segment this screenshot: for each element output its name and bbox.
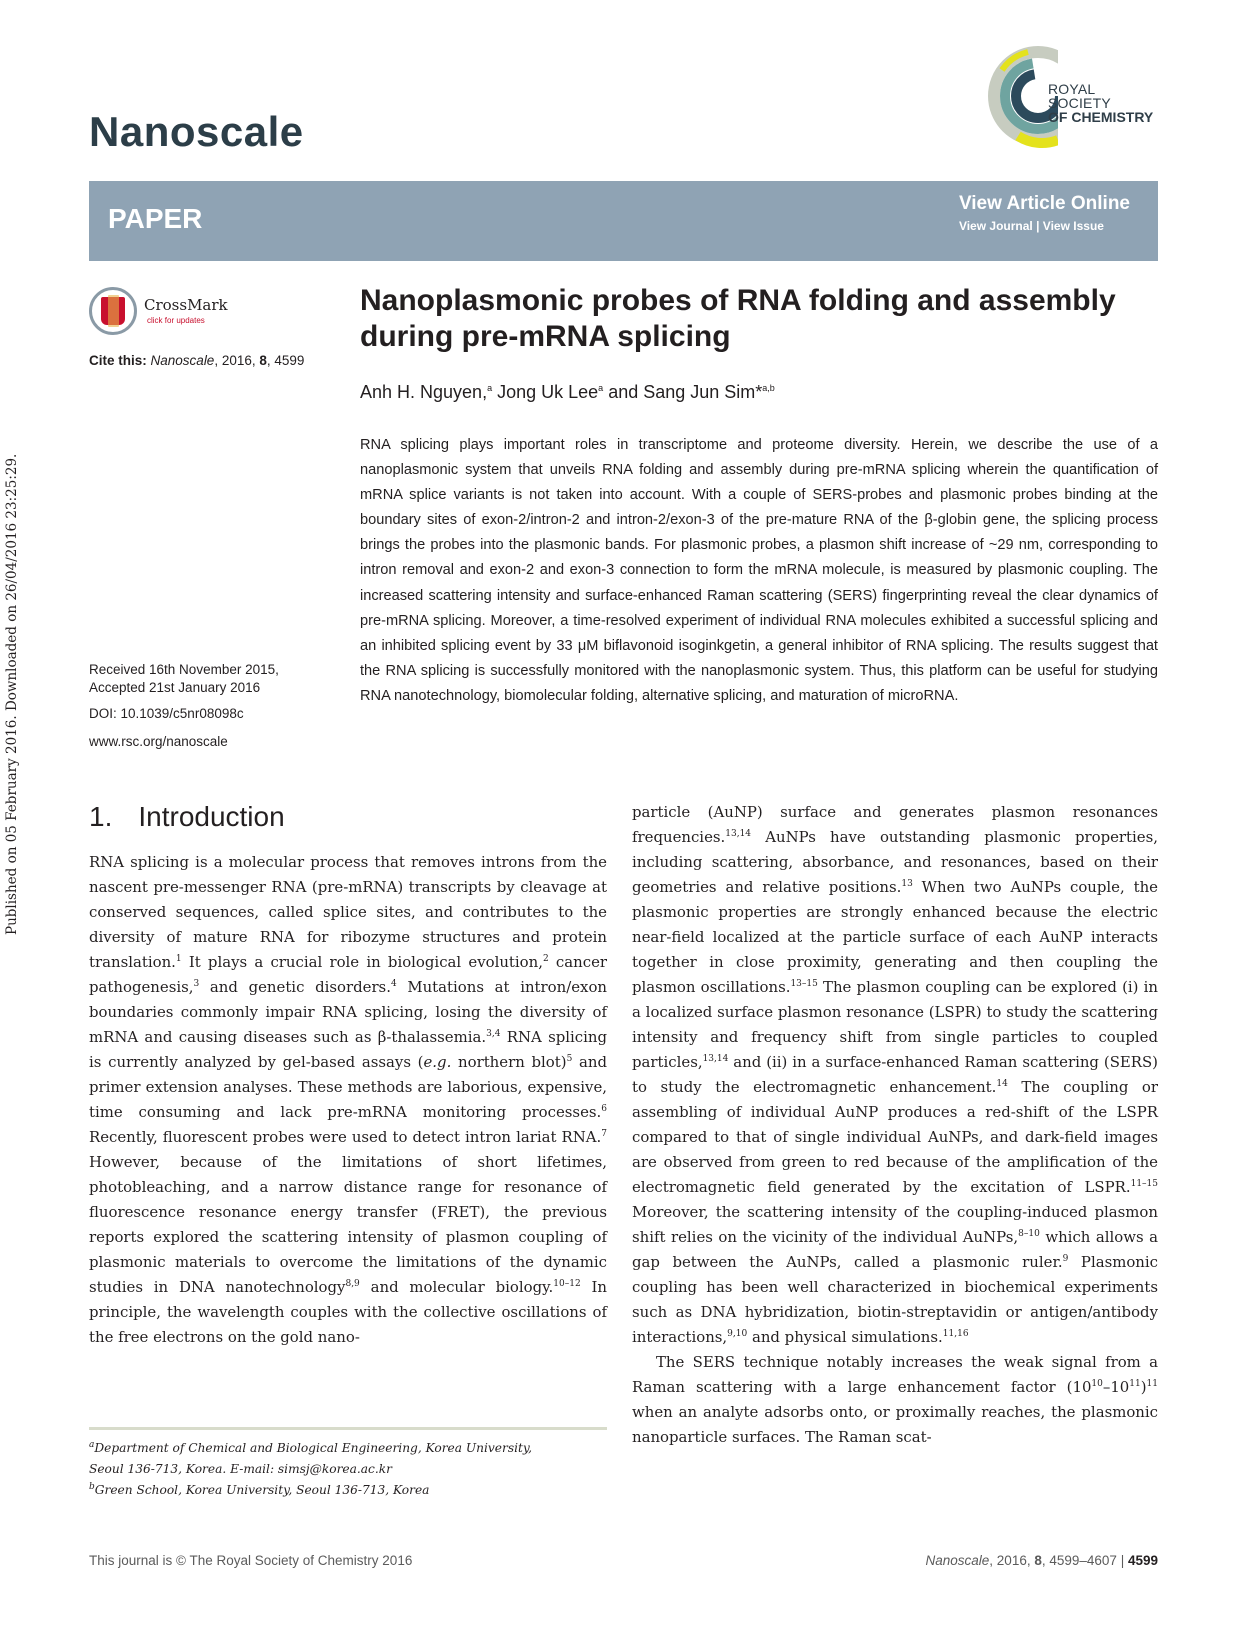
- cite-page: , 4599: [266, 353, 305, 368]
- footer-year: , 2016,: [989, 1553, 1035, 1568]
- cite-volume: 8: [259, 353, 267, 368]
- body-column-left: RNA splicing is a molecular process that removes introns from the nascent pre-messenger RNA (pre-mRNA) transcripts by cleavage at conserved sequences, called splice sites, and contributes to the diversity of mature RNA for ribozyme structures and protein translation.$^1$ It plays a crucial role in biological evolution,$^2$ cancer pathogenesis,$^3$ and genetic disorders.$^4$ Mutations at intron/exon boundaries commonly impair RNA splicing, losing the diversity of mRNA and causing diseases such as β-thalassemia.$^{3,4}$ RNA splicing is currently analyzed by gel-based assays (e.g. northern blot)$^5$ and primer extension analyses. These methods are laborious, expensive, time consuming and lack pre-mRNA monitoring processes.$^6$ Recently, fluorescent probes were used to detect intron lariat RNA.$^7$ However, because of the limitations of short lifetimes, photobleaching, and a narrow distance range for resonance of fluorescence resonance energy transfer (FRET), the previous reports explored the scattering intensity of plasmon coupling of plasmonic materials to overcome the limitations of the dynamic studies in DNA nanotechnology$^{8,9}$ and molecular biology.$^{10-12}$ In principle, the wavelength couples with the collective oscillations of the free electrons on the gold nano-: [89, 853, 608, 1346]
- footnote-text: Green School, Korea University, Seoul 136-713, Korea: [94, 1483, 430, 1497]
- body-paragraph: particle (AuNP) surface and generates plasmon resonances frequencies.$^{13,14}$ AuNPs have outstanding plasmonic properties, including scattering, absorbance, and resonances, based on their geometries and relative positions.$^{13}$ When two AuNPs couple, the plasmonic properties are strongly enhanced because the electric near-field localized at the particle surface of each AuNP interacts together in close proximity, generating and then coupling the plasmon oscillations.$^{13-15}$ The plasmon coupling can be explored (i) in a localized surface plasmon resonance (LSPR) to study the scattering intensity and frequency shift from single particles to coupled particles,$^{13,14}$ and (ii) in a surface-enhanced Raman scattering (SERS) to study the electromagnetic enhancement.$^{14}$ The coupling or assembling of individual AuNP produces a red-shift of the LSPR compared to that of single individual AuNPs, and dark-field images are observed from green to red because of the amplification of the electromagnetic field generated by the excitation of LSPR.$^{11-15}$ Moreover, the scattering intensity of the coupling-induced plasmon shift relies on the vicinity of the individual AuNPs,$^{8-10}$ which allows a gap between the AuNPs, called a plasmonic ruler.$^9$ Plasmonic coupling has been well characterized in biochemical experiments such as DNA hybridization, biotin-streptavidin or antigen/antibody interactions,$^{9,10}$ and physical simulations.$^{11,16}$: [632, 803, 1159, 1346]
- footnote-text: Department of Chemical and Biological Engineering, Korea University,: [94, 1441, 533, 1455]
- crossmark-badge[interactable]: [89, 287, 229, 339]
- citation-ref[interactable]: 1: [175, 954, 182, 965]
- cite-year: , 2016,: [214, 353, 260, 368]
- citation-ref[interactable]: 2: [542, 954, 549, 965]
- footer-journal: Nanoscale: [925, 1553, 990, 1568]
- author-affiliation: a,b: [762, 383, 775, 393]
- footer-volume: 8: [1034, 1553, 1042, 1568]
- article-type-label: PAPER: [108, 203, 203, 234]
- article-type-banner: [89, 181, 1158, 261]
- citation-ref[interactable]: 3: [193, 979, 200, 990]
- footnote-line: [89, 1480, 607, 1501]
- section-number: 1.: [89, 801, 113, 832]
- crossmark-sub: click for updates: [147, 316, 205, 325]
- view-journal-link[interactable]: View Journal: [958, 219, 1033, 233]
- citation-ref[interactable]: 10–12: [553, 1279, 581, 1290]
- citation-ref[interactable]: 9: [1062, 1254, 1069, 1265]
- citation-ref[interactable]: 3,4: [486, 1029, 501, 1040]
- citation-ref[interactable]: 14: [996, 1079, 1008, 1090]
- citation: [89, 353, 304, 368]
- citation-ref[interactable]: 6: [601, 1104, 607, 1115]
- citation-ref[interactable]: 10: [1091, 1379, 1103, 1390]
- citation-ref[interactable]: 8,9: [345, 1279, 360, 1290]
- cite-journal: Nanoscale: [150, 353, 215, 368]
- footnote-text: Seoul 136-713, Korea. E-mail: simsj@korea.ac.kr: [89, 1462, 392, 1476]
- citation-ref[interactable]: 13–15: [790, 979, 818, 990]
- received-date: Received 16th November 2015,: [89, 662, 279, 677]
- footer-pages: , 4599–4607: [1041, 1553, 1117, 1568]
- view-issue-link[interactable]: View Issue: [1042, 219, 1104, 233]
- rsc-logo[interactable]: [988, 40, 1158, 152]
- body-column-right: [632, 800, 1158, 1450]
- article-title: Nanoplasmonic probes of RNA folding and assembly during pre-mRNA splicing: [360, 284, 1116, 353]
- author-name: and Sang Jun Sim*: [603, 382, 763, 402]
- citation-ref[interactable]: 11: [1146, 1379, 1158, 1390]
- citation-ref[interactable]: 7: [601, 1129, 607, 1140]
- body-paragraph: The SERS technique notably increases the weak signal from a Raman scattering with a large enhancement factor $(10^{10}-10^{11})^{11}$ when an analyte adsorbs onto, or proximally reaches, the plasmonic nanoparticle surfaces. The Raman scat-: [632, 1353, 1158, 1446]
- view-article-online-link[interactable]: View Article Online: [958, 193, 1130, 214]
- crossmark-icon: [89, 287, 137, 335]
- author-affiliation: a: [487, 383, 493, 393]
- citation-ref[interactable]: 5: [566, 1054, 573, 1065]
- crossmark-label: CrossMark: [144, 296, 228, 314]
- citation-ref[interactable]: 11: [1129, 1379, 1141, 1390]
- journal-title[interactable]: Nanoscale: [89, 108, 304, 155]
- citation-ref[interactable]: 8–10: [1018, 1229, 1040, 1240]
- citation-ref[interactable]: 13: [901, 879, 913, 890]
- cite-label: Cite this:: [89, 353, 147, 368]
- rsc-logo-line1: ROYAL SOCIETY: [1048, 81, 1111, 111]
- footnote-mark: b: [89, 1481, 95, 1492]
- link-separator: |: [1036, 219, 1040, 233]
- journal-website-link[interactable]: www.rsc.org/nanoscale: [89, 734, 228, 749]
- citation-ref[interactable]: 13,14: [702, 1054, 729, 1065]
- citation-ref[interactable]: 11–15: [1130, 1179, 1158, 1190]
- footnote-line: [89, 1438, 607, 1459]
- accepted-date: Accepted 21st January 2016: [89, 680, 261, 695]
- abstract: RNA splicing plays important roles in transcriptome and proteome diversity. Herein, we describe the use of a nanoplasmonic system that unveils RNA folding and assembly during pre-mRNA splicing wherein the quantification of mRNA splice variants is not taken into account. With a couple of SERS-probes and plasmonic probes binding at the boundary sites of exon-2/intron-2 and intron-2/exon-3 of the pre-mature RNA of the β-globin gene, the splicing process brings the probes into the plasmonic bands. For plasmonic probes, a plasmon shift increase of ~29 nm, corresponding to intron removal and exon-2 and exon-3 connection to form the mRNA molecule, is measured by plasmonic coupling. The increased scattering intensity and surface-enhanced Raman scattering (SERS) fingerprinting reveal the clear dynamics of pre-mRNA splicing. Moreover, a time-resolved experiment of individual RNA molecules exhibited a successful splicing and an inhibited splicing event by 33 μM biflavonoid isoginkgetin, a general inhibitor of RNA splicing. The results suggest that the RNA splicing is successfully monitored with the nanoplasmonic system. Thus, this platform can be useful for studying RNA nanotechnology, biomolecular folding, alternative splicing, and maturation of microRNA.: [360, 437, 1158, 704]
- citation-ref[interactable]: 13,14: [725, 829, 752, 840]
- author-name: Anh H. Nguyen,: [360, 382, 488, 402]
- page-number: 4599: [1127, 1553, 1158, 1568]
- author-list: [360, 382, 775, 403]
- banner-links: [959, 193, 1130, 233]
- footnote-mark: a: [89, 1439, 95, 1450]
- citation-ref[interactable]: 11,16: [942, 1329, 969, 1340]
- side-note-text: Published on 05 February 2016. Downloaded on 26/04/2016 23:25:29.: [4, 453, 20, 935]
- copyright-footer: This journal is © The Royal Society of Chemistry 2016: [89, 1553, 413, 1568]
- rsc-logo-line2: OF CHEMISTRY: [1048, 109, 1154, 125]
- footer-separator: |: [1116, 1553, 1128, 1568]
- section-heading: [89, 801, 285, 833]
- page-footer: [926, 1553, 1159, 1568]
- download-side-note: [0, 0, 30, 1625]
- footnote-divider: [89, 1427, 607, 1430]
- citation-ref[interactable]: 9,10: [727, 1329, 748, 1340]
- author-affiliation: a: [598, 383, 604, 393]
- citation-ref[interactable]: 4: [390, 979, 397, 990]
- affiliation-footnotes: [89, 1438, 607, 1501]
- doi[interactable]: DOI: 10.1039/c5nr08098c: [89, 706, 244, 721]
- section-title: Introduction: [138, 801, 285, 832]
- dates: [89, 661, 279, 697]
- footnote-line: [89, 1459, 607, 1480]
- author-name: Jong Uk Lee: [492, 382, 599, 402]
